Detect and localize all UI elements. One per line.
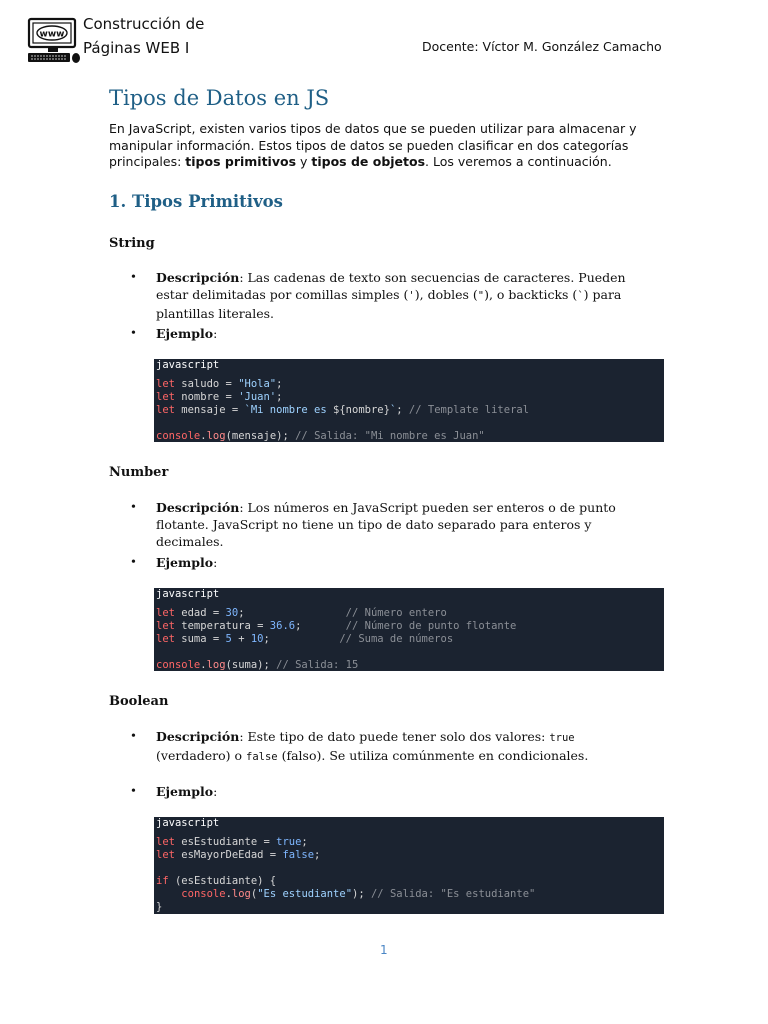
ejemplo-label: Ejemplo [156,555,214,570]
number-desc: Los números en JavaScript pueden ser enteros o de punto flotante. JavaScript no tiene un tipo de dato separado para enteros y decimales. [156,500,616,550]
course-title [83,12,204,60]
colon: : [239,270,244,285]
code-body [156,607,516,672]
boolean-description [156,728,606,766]
bullet-icon: • [131,270,136,285]
code-line-blank [156,862,535,875]
ejemplo-label: Ejemplo [156,326,214,341]
code-line: let esEstudiante = true; [156,836,308,848]
code-line-blank [156,646,516,659]
computer-www-icon [24,17,82,65]
boolean-ejemplo-label [156,783,646,800]
false-code: false [246,751,278,764]
course-line-2: Páginas WEB I [83,39,190,57]
bullet-icon: • [131,784,136,799]
bullet-icon: • [131,500,136,515]
double-quote-char: " [477,290,485,303]
course-line-1: Construcción de [83,15,205,33]
bullet-icon: • [131,729,136,744]
code-body [156,836,535,914]
code-body [156,378,529,443]
boolean-desc-a: Este tipo de dato puede tener solo dos valores: [243,729,550,744]
code-line: console.log(suma); // Salida: 15 [156,659,359,671]
number-ejemplo-label [156,554,646,571]
intro-text-2: y [296,154,312,169]
bullet-icon: • [131,326,136,341]
colon: : [213,784,218,799]
string-ejemplo-label [156,325,646,342]
colon: : [239,500,244,515]
subheading-number: Number [109,465,169,480]
code-line-blank [156,417,529,430]
intro-paragraph [109,121,649,171]
page-title: Tipos de Datos en JS [109,86,330,110]
subheading-boolean: Boolean [109,694,169,709]
intro-text-1: En JavaScript, existen varios tipos de datos que se pueden utilizar para almacenar y manipular información. Estos tipos de datos se pueden clasificar en dos categorías principales: [109,121,637,169]
code-line: let edad = 30; // Número entero [156,607,447,619]
descripcion-label: Descripción [156,500,240,515]
teacher-name: Docente: Víctor M. González Camacho [422,39,662,54]
code-line: console.log("Es estudiante"); // Salida: "Es estudiante" [181,888,536,900]
code-line: } [156,901,163,913]
intro-text-3: . Los veremos a continuación. [425,154,612,169]
code-line: if (esEstudiante) { [156,875,277,887]
code-line: let nombre = 'Juan'; [156,391,283,403]
code-line: let suma = 5 + 10; // Suma de números [156,633,454,645]
boolean-desc-b: (verdadero) o [156,748,247,764]
code-line: let saludo = "Hola"; [156,378,283,390]
code-block-number [154,588,664,671]
code-block-string [154,359,664,442]
code-language-label: javascript [156,817,220,829]
code-line: let esMayorDeEdad = false; [156,849,321,861]
code-line: let temperatura = 36.6; // Número de punto flotante [156,620,517,632]
colon: : [213,555,218,570]
string-desc-a: Las cadenas de texto son secuencias de caracteres. Pueden estar delimitadas por comillas simples ( [156,270,626,303]
single-quote-char: ' [408,290,415,303]
number-description [156,499,646,551]
descripcion-label: Descripción [156,270,240,285]
string-desc-d: ) para plantillas literales. [156,287,622,322]
colon: : [213,326,218,341]
string-desc-c: ), o backticks ( [484,287,578,303]
descripcion-label: Descripción [156,729,240,744]
colon: : [239,729,244,744]
code-line: console.log(mensaje); // Salida: "Mi nombre es Juan" [156,430,485,442]
boolean-desc-c: (falso). Se utiliza comúnmente en condicionales. [277,748,589,764]
page-number: 1 [380,943,388,957]
code-line: let mensaje = `Mi nombre es ${nombre}`; // Template literal [156,404,530,416]
string-description [156,269,646,323]
section-heading-primitivos: 1. Tipos Primitivos [109,192,283,211]
code-block-boolean [154,817,664,914]
logo-text: www [39,29,65,40]
ejemplo-label: Ejemplo [156,784,214,799]
subheading-string: String [109,236,155,251]
true-code: true [549,732,575,744]
string-desc-b: ), dobles ( [414,287,478,303]
code-language-label: javascript [156,588,220,600]
intro-bold-1: tipos primitivos [185,154,297,169]
code-language-label: javascript [156,359,220,371]
bullet-icon: • [131,555,136,570]
backtick-char: ` [577,290,584,303]
intro-bold-2: tipos de objetos [311,154,426,169]
